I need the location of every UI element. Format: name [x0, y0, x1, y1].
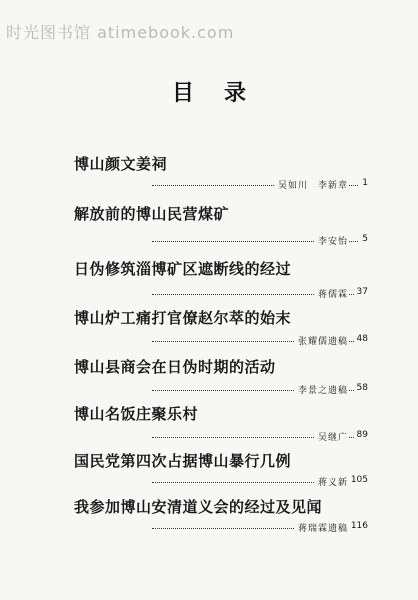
toc-entry-title: 我参加博山安清道义会的经过及见闻: [74, 498, 323, 516]
toc-entry-title: 日伪修筑淄博矿区遮断线的经过: [74, 260, 292, 278]
toc-entry-page: 58: [354, 383, 368, 393]
toc-entry-page: 37: [354, 287, 368, 297]
toc-entry-page: 1: [359, 178, 368, 188]
toc-entry-title: 博山名饭庄聚乐村: [74, 405, 199, 423]
toc-entry[interactable]: [74, 258, 368, 301]
watermark: 时光图书馆 atimebook.com: [6, 23, 235, 42]
toc-entry-title: 解放前的博山民营煤矿: [74, 205, 230, 223]
page-title: 目录: [171, 80, 276, 106]
toc-entry[interactable]: [74, 496, 368, 535]
toc-entry-author: 蒋儒霖: [317, 290, 348, 300]
toc-entry-author: 蒋义新: [317, 478, 348, 488]
toc-entry-author: 吴继广: [317, 433, 348, 443]
toc-entry[interactable]: [74, 153, 368, 192]
toc-entry-page: 116: [348, 521, 368, 531]
toc-entry-author: 李安怡: [317, 237, 348, 247]
toc-entry[interactable]: [74, 356, 368, 397]
toc-entry[interactable]: [74, 307, 368, 348]
toc-entry-title: 国民党第四次占据博山暴行几例: [74, 452, 292, 470]
toc-entry-author: 李景之遗稿: [297, 386, 348, 396]
toc-entry-author: 蒋瑞霖遗稿: [297, 524, 348, 534]
toc-entry-author: 吴如川 李新章: [277, 181, 348, 191]
toc-entry-title: 博山县商会在日伪时期的活动: [74, 358, 276, 376]
toc-entry-page: 105: [348, 475, 368, 485]
toc-entry-page: 5: [359, 234, 368, 244]
toc-entry[interactable]: [74, 203, 368, 248]
toc-entry-page: 89: [354, 430, 368, 440]
toc-entry-title: 博山颜文姜祠: [74, 155, 168, 173]
toc-entry[interactable]: [74, 450, 368, 489]
toc-entry-title: 博山炉工痛打官僚赵尔萃的始末: [74, 309, 292, 327]
toc-entry[interactable]: [74, 403, 368, 444]
toc-entry-author: 张耀儒遗稿: [297, 337, 348, 347]
toc-entry-page: 48: [354, 334, 368, 344]
